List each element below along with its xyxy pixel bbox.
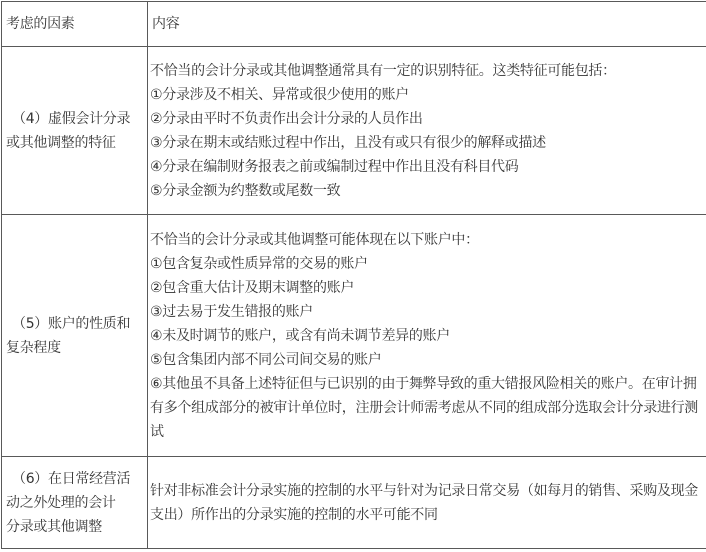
content-intro: 不恰当的会计分录或其他调整可能体现在以下账户中： — [150, 231, 479, 248]
content-item: ③过去易于发生错报的账户 — [150, 303, 313, 320]
factor-cell — [2, 457, 148, 549]
table-header-row — [2, 2, 706, 47]
table-row — [2, 47, 706, 215]
factor-line: （6）在日常经营活 — [12, 470, 131, 487]
factor-cell — [2, 47, 148, 215]
content-item: ②包含重大估计及期末调整的账户 — [150, 279, 355, 296]
factor-line: 分录或其他调整 — [6, 518, 102, 535]
content-item: ④分录在编制财务报表之前或编制过程中作出且没有科目代码 — [150, 158, 519, 175]
header-content: 内容 — [148, 2, 706, 47]
content-cell — [148, 215, 706, 457]
content-item: ①包含复杂或性质异常的交易的账户 — [150, 255, 368, 272]
content-item: ④未及时调节的账户，或含有尚未调节差异的账户 — [150, 327, 450, 344]
table-row — [2, 215, 706, 457]
content-item: ⑤包含集团内部不同公司间交易的账户 — [150, 351, 382, 368]
factor-line: 或其他调整的特征 — [6, 134, 116, 151]
content-cell — [148, 457, 706, 549]
content-intro: 不恰当的会计分录或其他调整通常具有一定的识别特征。这类特征可能包括： — [150, 62, 616, 79]
content-item: ⑤分录金额为约整数或尾数一致 — [150, 182, 341, 199]
content-item: ⑥其他虽不具备上述特征但与已识别的由于舞弊导致的重大错报风险相关的账户。在审计拥有多个组成部分的被审计单位时，注册会计师需考虑从不同的组成部分选取会计分录进行测试 — [150, 375, 698, 440]
factor-line: （5）账户的性质和 — [12, 315, 131, 332]
factor-line: （4）虚假会计分录 — [12, 110, 131, 127]
content-text: 针对非标准会计分录实施的控制的水平与针对为记录日常交易（如每月的销售、采购及现金支出）所作出的分录实施的控制的水平可能不同 — [150, 482, 698, 523]
content-item: ③分录在期末或结账过程中作出，且没有或只有很少的解释或描述 — [150, 134, 546, 151]
content-item: ①分录涉及不相关、异常或很少使用的账户 — [150, 86, 409, 103]
factor-cell — [2, 215, 148, 457]
table-row — [2, 457, 706, 549]
factors-table — [1, 1, 706, 549]
factor-line: 动之外处理的会计 — [6, 494, 116, 511]
content-item: ②分录由平时不负责作出会计分录的人员作出 — [150, 110, 423, 127]
factor-line: 复杂程度 — [6, 339, 61, 356]
content-cell — [148, 47, 706, 215]
header-factor: 考虑的因素 — [2, 2, 148, 47]
